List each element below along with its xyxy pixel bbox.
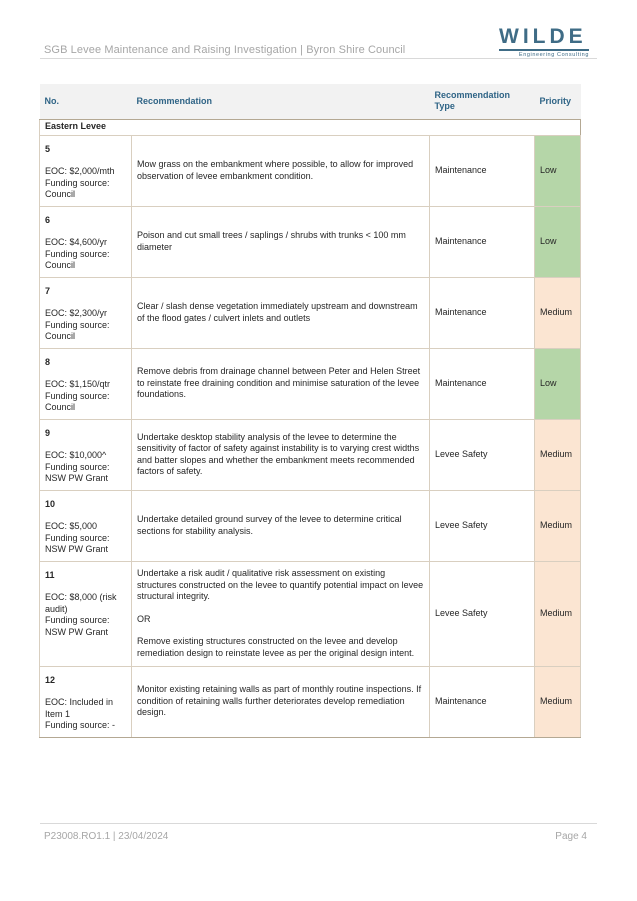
recommendation-type-cell: Maintenance [430,206,535,277]
recommendation-text: OR [137,613,151,624]
recommendation-text: Undertake detailed ground survey of the levee to determine critical sections for stability analysis. [137,514,402,536]
item-number-cell [40,419,132,490]
recommendation-type-cell: Levee Safety [430,490,535,561]
item-number-cell [40,277,132,348]
item-funding-source: Funding source: NSW PW Grant [45,532,110,554]
table-row [40,561,581,666]
recommendation-cell [132,490,430,561]
priority-cell: Medium [535,561,581,666]
item-eoc: EOC: $4,600/yr [45,237,108,247]
recommendation-cell [132,277,430,348]
table-header-row [40,84,581,119]
recommendation-type-cell: Maintenance [430,277,535,348]
logo-tagline: Engineering Consulting [518,52,589,58]
item-number: 12 [45,674,56,685]
column-header-no: No. [40,84,132,119]
item-number: 11 [45,569,55,580]
item-eoc: EOC: $8,000 (risk audit) [45,592,117,614]
column-header-priority: Priority [535,84,581,119]
recommendation-type-cell: Levee Safety [430,419,535,490]
table-row [40,277,581,348]
item-funding-source: Funding source: NSW PW Grant [45,615,110,637]
item-number: 9 [45,427,51,438]
item-eoc: EOC: Included in Item 1 [45,697,114,719]
section-label: Eastern Levee [40,119,581,135]
item-funding-source: Funding source: NSW PW Grant [45,461,110,483]
recommendation-text: Clear / slash dense vegetation immediately upstream and downstream of the flood gates / culvert inlets and outlets [137,301,418,323]
footer-page-number: Page 4 [555,831,587,842]
item-number-cell [40,561,132,666]
item-number-cell [40,135,132,206]
priority-cell: Low [535,135,581,206]
recommendation-text: Mow grass on the embankment where possible, to allow for improved observation of levee embankment condition. [137,159,414,181]
recommendation-cell [132,135,430,206]
section-row [40,119,581,135]
recommendation-cell [132,419,430,490]
company-logo [499,26,593,58]
header-divider [40,58,597,59]
item-eoc: EOC: $5,000 [45,521,98,531]
recommendation-text: Remove debris from drainage channel between Peter and Helen Street to reinstate free draining condition and minimise saturation of the levee foundations. [137,366,421,400]
logo-bar [499,49,589,51]
column-header-recommendation: Recommendation [132,84,430,119]
recommendation-cell [132,666,430,737]
recommendation-text: Undertake desktop stability analysis of the levee to determine the sensitivity of factor of safety against instability is to varying crest widths and batter slopes and whether the embankment meets recommended factors of safety. [137,431,420,476]
item-number: 5 [45,143,51,154]
priority-cell: Medium [535,666,581,737]
table-row [40,419,581,490]
recommendation-type-cell: Maintenance [430,666,535,737]
item-eoc: EOC: $1,150/qtr [45,379,111,389]
item-eoc: EOC: $2,300/yr [45,308,108,318]
item-eoc: EOC: $2,000/mth [45,166,115,176]
item-number: 6 [45,214,51,225]
item-funding-source: Funding source: Council [45,319,110,341]
recommendation-text: Remove existing structures constructed on the levee and develop remediation design to reinstate levee as per the original design intent. [137,636,415,658]
footer-doc-ref: P23008.RO1.1 | 23/04/2024 [44,831,169,842]
item-number-cell [40,490,132,561]
priority-cell: Medium [535,419,581,490]
logo-wordmark: WILDE [499,25,587,48]
footer-divider [40,823,597,824]
item-number: 7 [45,285,51,296]
item-number: 8 [45,356,51,367]
item-eoc: EOC: $10,000^ [45,450,107,460]
recommendation-type-cell: Maintenance [430,135,535,206]
priority-cell: Medium [535,277,581,348]
column-header-type: Recommendation Type [430,84,535,119]
item-funding-source: Funding source: Council [45,390,110,412]
priority-cell: Medium [535,490,581,561]
document-header-title: SGB Levee Maintenance and Raising Investigation | Byron Shire Council [44,44,406,56]
item-number: 10 [45,498,56,509]
recommendation-text: Undertake a risk audit / qualitative risk assessment on existing structures constructed on the levee to quantify potential impact on levee structural integrity. [137,568,424,601]
item-funding-source: Funding source: - [45,720,116,730]
table-row [40,490,581,561]
item-number-cell [40,666,132,737]
item-funding-source: Funding source: Council [45,177,110,199]
recommendation-cell [132,348,430,419]
table-row [40,666,581,737]
recommendations-table [39,84,581,738]
item-number-cell [40,348,132,419]
table-row [40,348,581,419]
recommendation-text: Monitor existing retaining walls as part of monthly routine inspections. If condition of retaining walls further deteriorates develop remediation design. [137,684,422,718]
recommendation-type-cell: Levee Safety [430,561,535,666]
priority-cell: Low [535,206,581,277]
recommendation-cell [132,561,430,666]
item-number-cell [40,206,132,277]
recommendation-type-cell: Maintenance [430,348,535,419]
table-row [40,135,581,206]
item-funding-source: Funding source: Council [45,248,110,270]
recommendation-cell [132,206,430,277]
table-row [40,206,581,277]
recommendation-text: Poison and cut small trees / saplings / shrubs with trunks < 100 mm diameter [137,230,406,252]
priority-cell: Low [535,348,581,419]
